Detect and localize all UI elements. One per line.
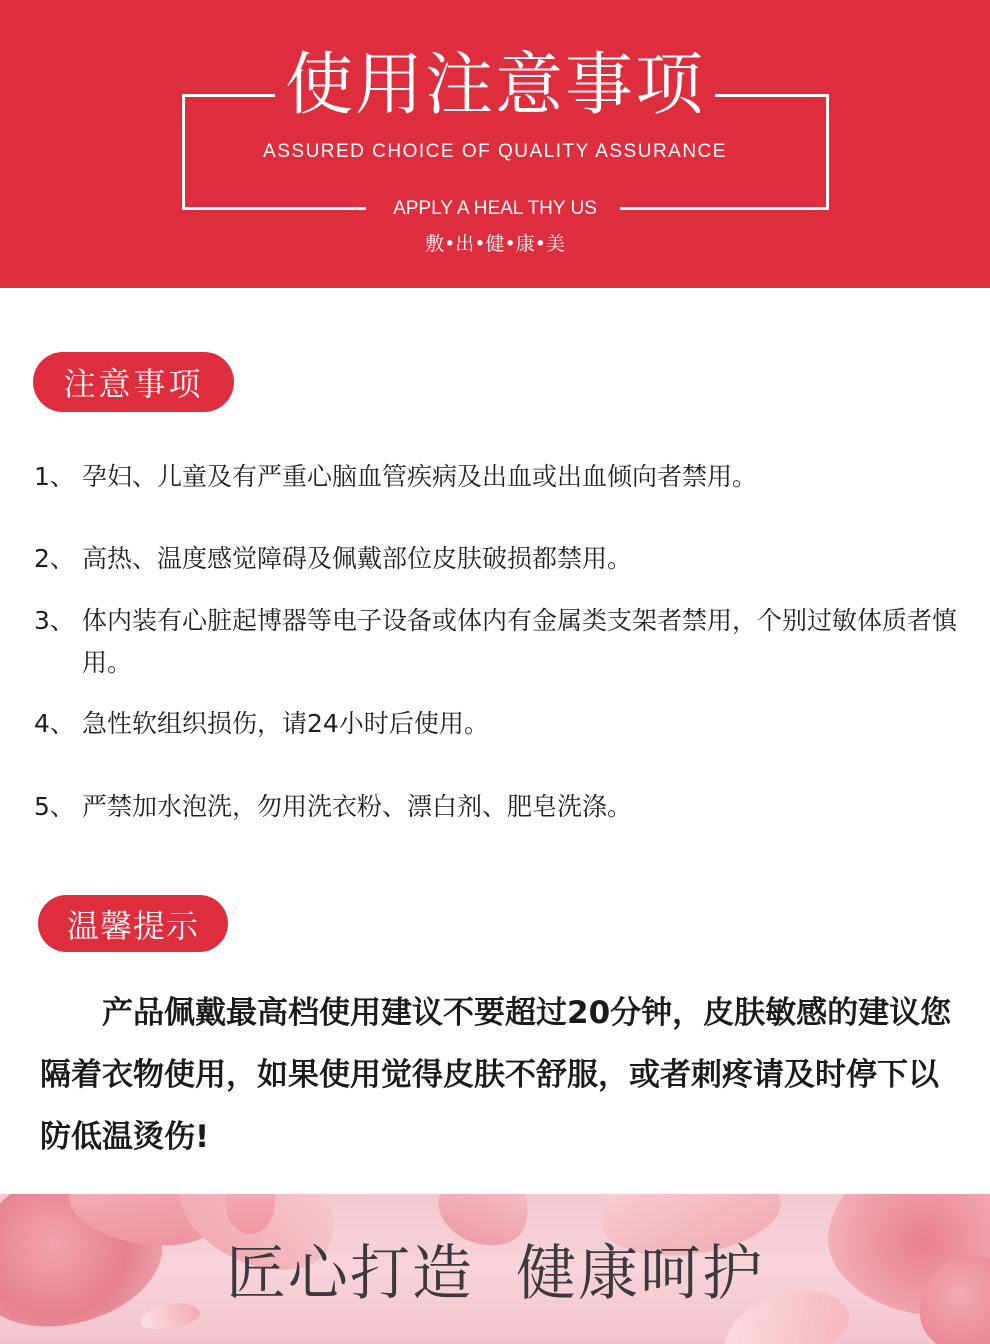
page-title — [0, 44, 990, 128]
note-text: 体内装有心脏起博器等电子设备或体内有金属类支架者禁用，个别过敏体质者慎用。 — [82, 606, 958, 677]
notes-section-label: 注意事项 — [33, 352, 234, 412]
page-title-text: 使用注意事项 — [275, 46, 715, 125]
bottom-banner — [0, 1194, 990, 1344]
note-item — [34, 703, 974, 745]
note-text: 高热、温度感觉障碍及佩戴部位皮肤破损都禁用。 — [82, 544, 633, 573]
note-number: 5、 — [34, 792, 75, 821]
note-item — [34, 456, 974, 498]
header-slogan: 敷•出•健•康•美 — [425, 233, 565, 255]
note-number: 2、 — [34, 544, 75, 573]
tips-section-label: 温馨提示 — [38, 895, 228, 952]
note-item — [34, 600, 974, 684]
header-banner — [0, 0, 990, 288]
note-number: 4、 — [34, 709, 75, 738]
note-item — [34, 538, 974, 580]
note-text: 孕妇、儿童及有严重心脑血管疾病及出血或出血倾向者禁用。 — [82, 462, 758, 491]
header-apply-line — [0, 198, 990, 220]
banner-slogan: 匠心打造 健康呵护 — [225, 1239, 765, 1309]
header-apply-text: APPLY A HEAL THY US — [381, 198, 609, 219]
header-subtitle: ASSURED CHOICE OF QUALITY ASSURANCE — [263, 141, 727, 162]
note-number: 1、 — [34, 462, 75, 491]
note-item — [34, 786, 974, 828]
tips-paragraph: 产品佩戴最高档使用建议不要超过20分钟，皮肤敏感的建议您隔着衣物使用，如果使用觉得皮肤不舒服，或者刺疼请及时停下以防低温烫伤! — [40, 995, 952, 1155]
note-text: 严禁加水泡洗，勿用洗衣粉、漂白剂、肥皂洗涤。 — [82, 792, 633, 821]
note-number: 3、 — [34, 606, 75, 635]
note-text: 急性软组织损伤，请24小时后使用。 — [82, 709, 489, 738]
